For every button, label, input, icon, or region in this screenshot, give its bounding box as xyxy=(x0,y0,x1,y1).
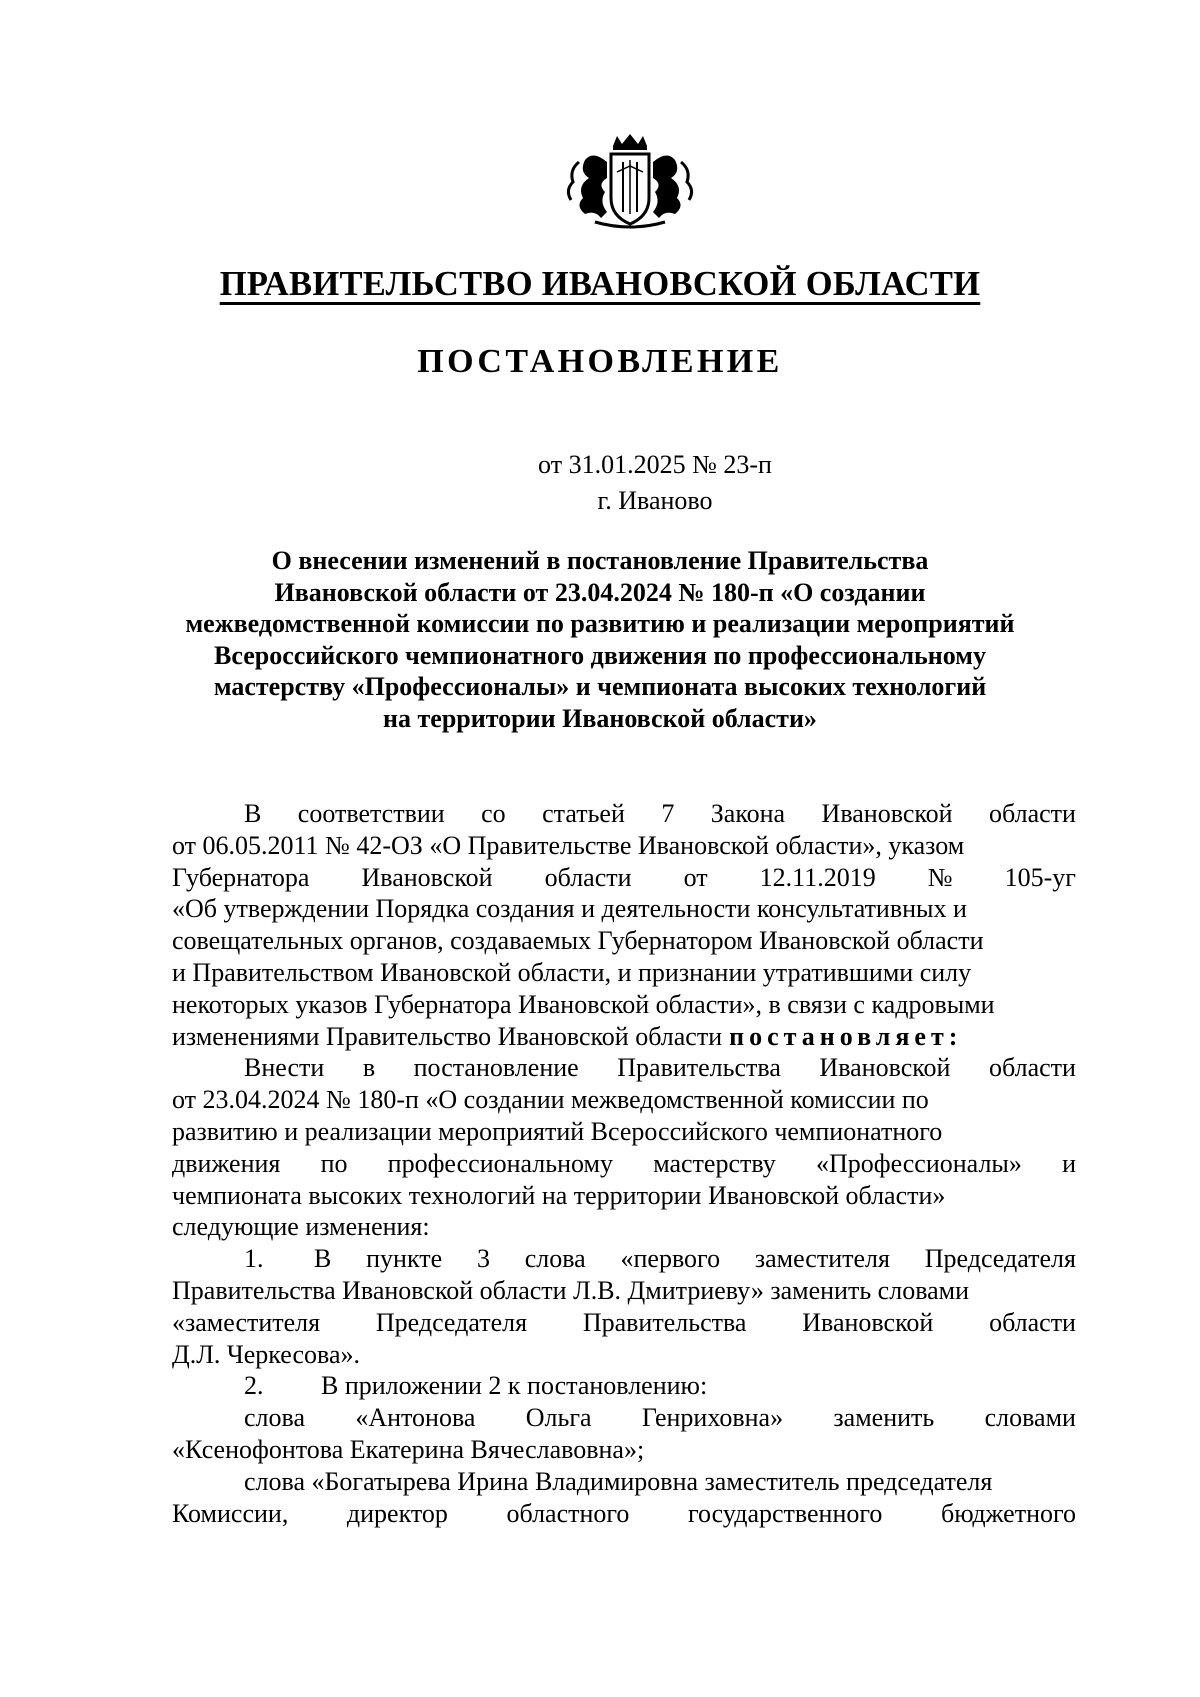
word: Внести xyxy=(244,1053,325,1083)
word: Ивановской xyxy=(819,1053,951,1083)
body-line: Д.Л. Черкесова». xyxy=(172,1339,360,1369)
list-item-number: 1. xyxy=(244,1244,264,1274)
subject-line: Ивановской области от 23.04.2024 № 180-п «О создании xyxy=(274,577,926,607)
word: «Антонова xyxy=(355,1403,476,1433)
word: мастерству xyxy=(653,1148,776,1178)
word: 3 xyxy=(476,1244,490,1274)
body-line: от 23.04.2024 № 180-п «О создании межведомственной комиссии по xyxy=(172,1085,929,1115)
body-line xyxy=(172,1148,1076,1180)
word: пункте xyxy=(366,1244,443,1274)
document-type: ПОСТАНОВЛЕНИЕ xyxy=(417,343,783,380)
word: соответствии xyxy=(297,799,445,828)
word: директор xyxy=(346,1498,448,1528)
word: Ивановской xyxy=(802,1307,934,1337)
word: Правительства xyxy=(582,1307,747,1337)
organization-title: ПРАВИТЕЛЬСТВО ИВАНОВСКОЙ ОБЛАСТИ xyxy=(219,265,981,303)
body-line: «Об утверждении Порядка создания и деятельности консультативных и xyxy=(172,894,967,924)
word: постановление xyxy=(413,1053,579,1083)
word: Председателя xyxy=(924,1244,1076,1274)
document-subject xyxy=(140,545,1060,735)
date-and-number: от 31.01.2025 № 23-п xyxy=(538,450,772,479)
word: Губернатора xyxy=(172,862,310,892)
word: В xyxy=(314,1244,332,1274)
word: Закона xyxy=(710,799,786,828)
word: 12.11.2019 xyxy=(759,862,876,892)
coat-of-arms-emblem xyxy=(555,132,705,232)
subject-line: мастерству «Профессионалы» и чемпионата высоких технологий xyxy=(213,672,987,702)
word: статьей xyxy=(542,799,625,828)
document-body xyxy=(172,798,1076,1529)
word: заменить xyxy=(833,1403,935,1433)
word: области xyxy=(989,1053,1076,1083)
list-item-2-line: 2. В приложении 2 к постановлению: xyxy=(244,1371,708,1401)
body-line: следующие изменения: xyxy=(172,1212,430,1242)
word: со xyxy=(481,799,506,828)
word: 7 xyxy=(661,799,675,828)
word: Ивановской xyxy=(361,862,493,892)
body-line: совещательных органов, создаваемых Губернатором Ивановской области xyxy=(172,926,984,956)
word: и xyxy=(1062,1148,1076,1178)
word: «заместителя xyxy=(172,1307,321,1337)
list-item-number: 2. xyxy=(244,1371,264,1401)
word: 105-уг xyxy=(1004,862,1076,892)
body-line xyxy=(172,1052,1076,1084)
word: Комиссии, xyxy=(172,1498,289,1528)
word: области xyxy=(989,1307,1076,1337)
word: движения xyxy=(172,1148,281,1178)
word: Ивановской xyxy=(821,799,953,828)
list-item-1-line xyxy=(172,1243,1076,1275)
subject-line: на территории Ивановской области» xyxy=(383,703,817,733)
body-line xyxy=(172,862,1076,894)
body-line xyxy=(172,1307,1076,1339)
word: государственного xyxy=(688,1498,883,1528)
body-line: и Правительством Ивановской области, и признании утратившими силу xyxy=(172,957,972,987)
coat-of-arms-icon xyxy=(555,132,705,232)
word: «Профессионалы» xyxy=(815,1148,1022,1178)
city: г. Иваново xyxy=(597,486,713,515)
word: слова xyxy=(524,1244,586,1274)
word: слова xyxy=(244,1403,305,1433)
word: Правительства xyxy=(617,1053,781,1083)
word: № xyxy=(927,862,953,892)
word: профессиональному xyxy=(387,1148,614,1178)
body-line: некоторых указов Губернатора Ивановской области», в связи с кадровыми xyxy=(172,989,995,1019)
decree-keyword: постановляет: xyxy=(729,1021,963,1051)
body-line: «Ксенофонтова Екатерина Вячеславовна»; xyxy=(172,1434,645,1464)
word: Ольга xyxy=(525,1403,592,1433)
body-line: развитию и реализации мероприятий Всероссийского чемпионатного xyxy=(172,1116,943,1146)
body-line xyxy=(172,1402,1076,1434)
word: словами xyxy=(984,1403,1076,1433)
body-line: Правительства Ивановской области Л.В. Дмитриеву» заменить словами xyxy=(172,1275,970,1305)
word: В xyxy=(244,799,262,828)
body-line xyxy=(172,798,1076,830)
word: бюджетного xyxy=(940,1498,1076,1528)
word: «первого xyxy=(620,1244,721,1274)
subject-line: О внесении изменений в постановление Правительства xyxy=(271,546,929,575)
subject-line: межведомственной комиссии по развитию и реализации мероприятий xyxy=(185,609,1015,639)
word: от xyxy=(683,862,708,892)
word: области xyxy=(989,799,1076,828)
word: Председателя xyxy=(375,1307,528,1337)
word: областного xyxy=(506,1498,630,1528)
subject-line: Всероссийского чемпионатного движения по профессиональному xyxy=(214,640,986,670)
word: области xyxy=(544,862,632,892)
body-line: от 06.05.2011 № 42-ОЗ «О Правительстве Ивановской области», указом xyxy=(172,830,965,860)
body-line: чемпионата высоких технологий на территории Ивановской области» xyxy=(172,1180,946,1210)
word: Генриховна» xyxy=(641,1403,784,1433)
word: в xyxy=(362,1053,376,1083)
document-meta xyxy=(0,447,1200,519)
word: заместителя xyxy=(754,1244,890,1274)
body-line: изменениями Правительство Ивановской области постановляет: xyxy=(172,1021,963,1051)
word: по xyxy=(320,1148,348,1178)
body-line: слова «Богатырева Ирина Владимировна заместитель председателя xyxy=(244,1466,993,1496)
body-line xyxy=(172,1498,1076,1530)
